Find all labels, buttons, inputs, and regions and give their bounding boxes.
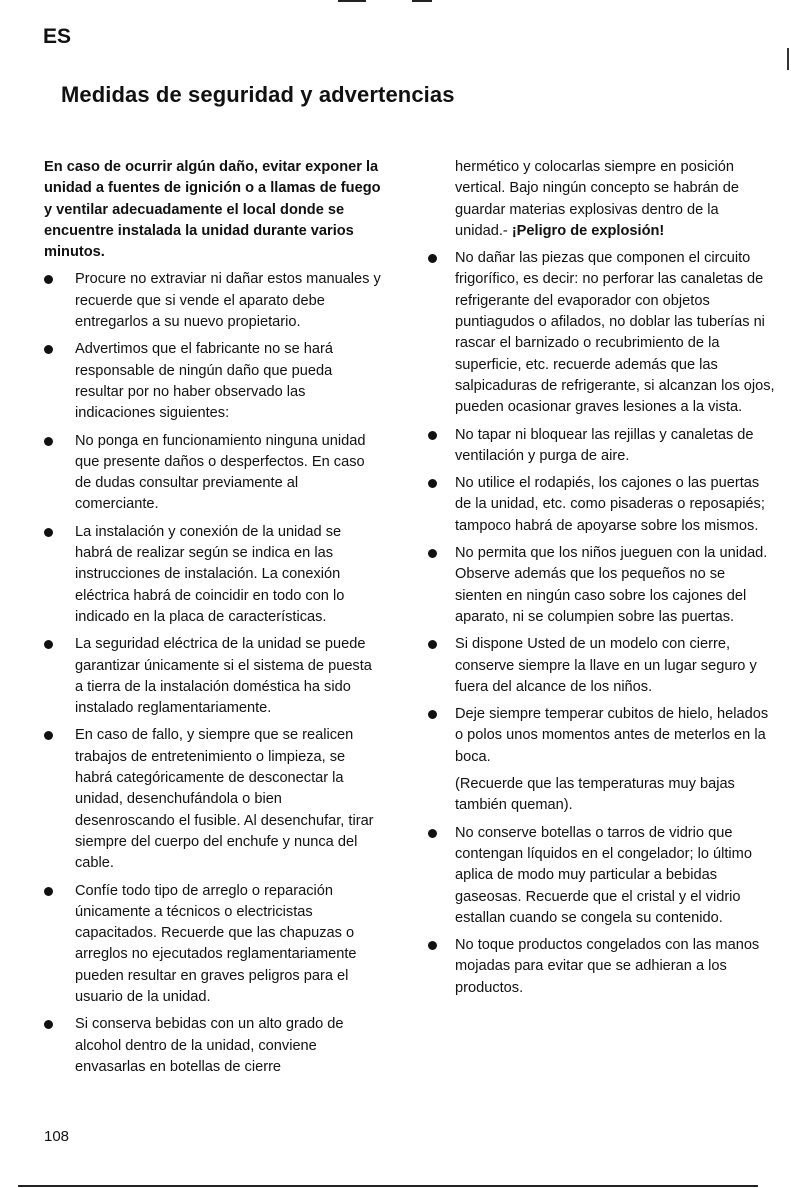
- list-item: [455, 634, 775, 698]
- list-item: [455, 704, 775, 816]
- bullet-icon: [44, 345, 53, 354]
- item-text: No ponga en funcionamiento ninguna unidad que presente daños o desperfectos. En caso de dudas consultar previamente al comerciante.: [75, 432, 366, 513]
- list-item: [44, 1014, 382, 1078]
- temperature-note: (Recuerde que las temperaturas muy bajas también queman).: [455, 776, 735, 814]
- bullet-icon: [44, 887, 53, 896]
- item-text: Si conserva bebidas con un alto grado de alcohol dentro de la unidad, conviene envasarlas en botellas de cierre: [75, 1016, 344, 1075]
- item-text: Deje siempre temperar cubitos de hielo, helados o polos unos momentos antes de meterlos en la boca.: [455, 706, 769, 765]
- item-text: No tapar ni bloquear las rejillas y canaletas de ventilación y purga de aire.: [455, 426, 754, 464]
- bullet-icon: [428, 254, 437, 263]
- list-item: [44, 634, 382, 719]
- bullet-icon: [428, 710, 437, 719]
- bullet-icon: [428, 640, 437, 649]
- page-number: 108: [44, 1128, 70, 1145]
- bullet-icon: [44, 731, 53, 740]
- bullet-icon: [428, 479, 437, 488]
- list-item: [44, 339, 382, 424]
- item-text: Procure no extraviar ni dañar estos manuales y recuerde que si vende el aparato debe entregarlos a su nuevo propietario.: [75, 271, 381, 331]
- page-title: Medidas de seguridad y advertencias: [61, 82, 455, 107]
- list-item: [44, 881, 382, 1009]
- continued-text: [455, 157, 775, 242]
- list-item: [44, 431, 382, 516]
- list-item: [44, 522, 382, 628]
- top-scan-line: [412, 0, 432, 2]
- list-item: [455, 543, 775, 628]
- margin-mark: [787, 48, 789, 70]
- item-text: Si dispone Usted de un modelo con cierre, conserve siempre la llave en un lugar seguro y fuera del alcance de los niños.: [455, 636, 757, 695]
- list-item: [455, 473, 775, 537]
- item-text: La instalación y conexión de la unidad se habrá de realizar según se indica en las instrucciones de instalación. La conexión eléctrica habrá de coincidir en todo con lo indicado en la placa de características.: [75, 523, 345, 625]
- bottom-scan-line: [18, 1185, 758, 1187]
- item-text: No permita que los niños jueguen con la unidad. Observe además que los pequeños no se sienten en ningún caso sobre los cajones del aparato, ni se columpien sobre las puertas.: [455, 545, 768, 625]
- item-text: En caso de fallo, y siempre que se realicen trabajos de entretenimiento o limpieza, se habrá categóricamente de desconectar la unidad, desenchufándola o bien desenroscando el fusible. Al desenchufar, tirar siempre del cuerpo del enchufe y nunca del cable.: [75, 727, 374, 872]
- safety-intro: En caso de ocurrir algún daño, evitar exponer la unidad a fuentes de ignición o a llamas de fuego y ventilar adecuadamente el local donde se encuentre instalada la unidad durante varios minutos.: [44, 159, 381, 261]
- continuation-text: hermético y colocarlas siempre en posición vertical. Bajo ningún concepto se habrán de guardar materias explosivas dentro de la unidad.-: [455, 159, 739, 239]
- left-instruction-list: [44, 269, 382, 1078]
- item-text: La seguridad eléctrica de la unidad se puede garantizar únicamente si el sistema de puesta a tierra de la instalación doméstica ha sido instalado reglamentariamente.: [75, 636, 372, 717]
- bullet-icon: [44, 640, 53, 649]
- item-text: No utilice el rodapiés, los cajones o las puertas de la unidad, etc. como pisaderas o reposapiés; tampoco habrá de apoyarse sobre los mismos.: [455, 475, 765, 534]
- bullet-icon: [428, 941, 437, 950]
- bullet-icon: [44, 528, 53, 537]
- item-text: No toque productos congelados con las manos mojadas para evitar que se adhieran a los productos.: [455, 937, 760, 996]
- item-text: No conserve botellas o tarros de vidrio que contengan líquidos en el congelador; lo último aplica de modo muy particular a bebidas gaseosas. Recuerde que el cristal y el vidrio estallan cuando se congela su contenido.: [455, 824, 752, 926]
- list-item: [44, 269, 382, 333]
- list-item: [455, 823, 775, 929]
- bullet-icon: [428, 549, 437, 558]
- item-text: Advertimos que el fabricante no se hará responsable de ningún daño que pueda resultar por no haber observado las indicaciones siguientes:: [75, 341, 333, 422]
- list-item: [455, 248, 775, 418]
- language-code: ES: [43, 25, 72, 48]
- list-item: [455, 425, 775, 468]
- item-text: Confíe todo tipo de arreglo o reparación únicamente a técnicos o electricistas capacitados. Recuerde que las chapuzas o arreglos no ejecutados reglamentariamente pueden resultar en graves peligros para el usuario de la unidad.: [75, 882, 357, 1005]
- right-column: [455, 157, 775, 1005]
- top-scan-line: [338, 0, 366, 2]
- explosion-warning: ¡Peligro de explosión!: [511, 222, 665, 239]
- list-item: [455, 935, 775, 999]
- left-column: [44, 157, 382, 1084]
- bullet-icon: [428, 829, 437, 838]
- bullet-icon: [44, 437, 53, 446]
- right-instruction-list: [455, 248, 775, 999]
- item-text: No dañar las piezas que componen el circuito frigorífico, es decir: no perforar las canaletas de refrigerante del evaporador con objetos puntiagudos o afilados, no doblar las tuberías ni rascar el barnizado o recubrimiento de la superficie, etc. recuerde además que las salpicaduras de refrigerante, si alcanzan los ojos, pueden ocasionar graves lesiones a la vista.: [455, 250, 775, 416]
- list-item: [44, 725, 382, 874]
- bullet-icon: [44, 1020, 53, 1029]
- bullet-icon: [44, 275, 53, 284]
- bullet-icon: [428, 431, 437, 440]
